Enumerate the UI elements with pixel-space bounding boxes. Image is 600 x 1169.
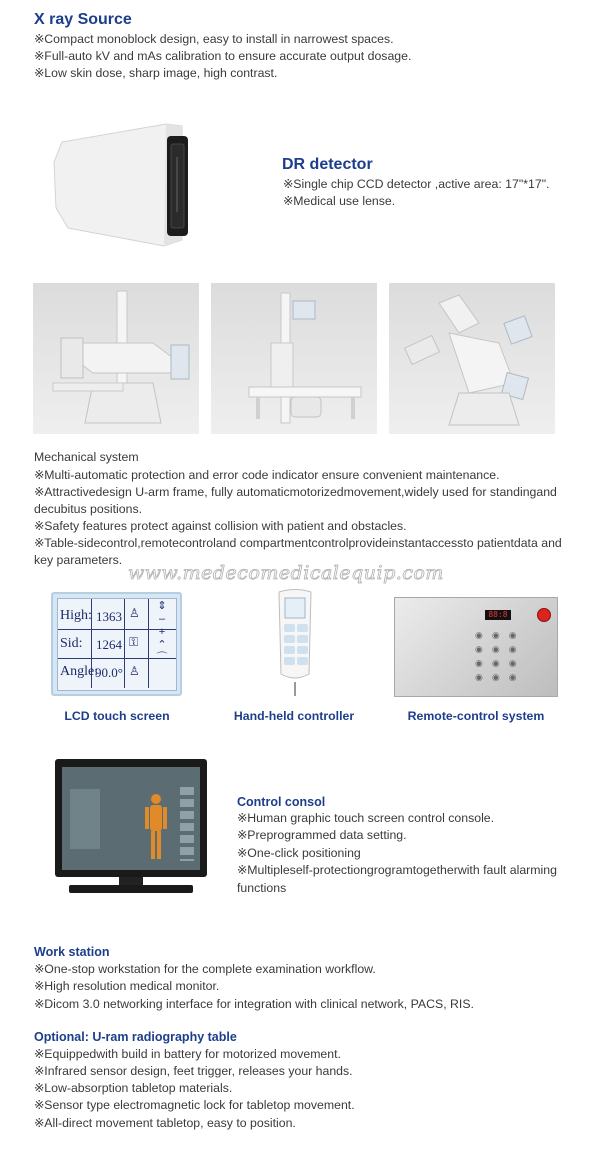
xray-title: X ray Source: [34, 11, 132, 28]
optional-line-1: ※Equippedwith build in battery for motorized movement.: [34, 1047, 341, 1061]
workstation-line-3: ※Dicom 3.0 networking interface for integration with clinical network, PACS, RIS.: [34, 997, 474, 1011]
mechanical-line-3: decubitus positions.: [34, 502, 143, 516]
optional-line-5: ※All-direct movement tabletop, easy to position.: [34, 1116, 296, 1130]
key-icon: ⚿: [129, 635, 139, 649]
lcd-value-angle: 90.0°: [95, 665, 123, 680]
lcd-value-sid: 1264: [96, 637, 122, 652]
dr-line-2: ※Medical use lense.: [283, 194, 396, 208]
mechanical-line-1: ※Multi-automatic protection and error code indicator ensure convenient maintenance.: [34, 468, 500, 482]
control-line-4: ※Multipleself-protectiongrogramtogetherwith fault alarming: [237, 863, 557, 877]
lcd-label-sid: Sid:: [60, 636, 83, 651]
u-arm-photo-3: [389, 283, 555, 434]
control-line-5: functions: [237, 881, 287, 895]
lcd-label-angle: Angle:: [60, 664, 99, 679]
emergency-stop-icon: [537, 608, 551, 622]
workstation-line-2: ※High resolution medical monitor.: [34, 979, 220, 993]
dr-detector-image: [44, 112, 214, 252]
mechanical-line-6: key parameters.: [34, 553, 123, 567]
person-icon: ♙: [129, 606, 140, 620]
workstation-line-1: ※One-stop workstation for the complete examination workflow.: [34, 962, 376, 976]
watermark: www.medecomedicalequip.com: [128, 562, 444, 584]
caption-remote: Remote-control system: [407, 709, 545, 723]
mechanical-line-4: ※Safety features protect against collision with patient and obstacles.: [34, 519, 407, 533]
mechanical-line-5: ※Table-sidecontrol,remotecontroland compartmentcontrolprovideinstantaccessto patientdata and: [34, 536, 562, 550]
xray-line-3: ※Low skin dose, sharp image, high contrast.: [34, 66, 278, 80]
optional-title: Optional: U-ram radiography table: [34, 1030, 237, 1044]
control-console-monitor: [55, 759, 207, 894]
control-line-1: ※Human graphic touch screen control console.: [237, 811, 495, 825]
control-line-2: ※Preprogrammed data setting.: [237, 828, 407, 842]
mechanical-line-2: ※Attractivedesign U-arm frame, fully automaticmotorizedmovement,widely used for standingand: [34, 485, 557, 499]
lcd-value-high: 1363: [96, 609, 122, 624]
remote-buttons-icon: ◉◉◉ ◉◉◉ ◉◉◉ ◉◉◉: [475, 630, 526, 682]
remote-control-panel: [394, 597, 558, 697]
lcd-label-high: High:: [60, 608, 92, 623]
mechanical-title: Mechanical system: [34, 450, 139, 464]
xray-line-2: ※Full-auto kV and mAs calibration to ensure accurate output dosage.: [34, 49, 412, 63]
caption-handheld: Hand-held controller: [233, 709, 355, 723]
remote-display: 88:8: [485, 610, 511, 620]
arrow-buttons-icon: ⇕ – + ⌃ ⌒: [156, 600, 168, 664]
control-line-3: ※One-click positioning: [237, 846, 361, 860]
optional-line-4: ※Sensor type electromagnetic lock for tabletop movement.: [34, 1098, 355, 1112]
workstation-title: Work station: [34, 945, 110, 959]
xray-line-1: ※Compact monoblock design, easy to install in narrowest spaces.: [34, 32, 394, 46]
caption-lcd: LCD touch screen: [64, 709, 170, 723]
u-arm-photo-2: [211, 283, 377, 434]
dr-line-1: ※Single chip CCD detector ,active area: 17"*17".: [283, 177, 550, 191]
body-figure-icon: [144, 793, 168, 863]
person-walk-icon: ♙: [129, 664, 140, 678]
u-arm-photo-1: [33, 283, 199, 434]
optional-line-3: ※Low-absorption tabletop materials.: [34, 1081, 233, 1095]
handheld-controller-image: [275, 588, 315, 696]
optional-line-2: ※Infrared sensor design, feet trigger, releases your hands.: [34, 1064, 353, 1078]
lcd-touch-screen: [51, 592, 182, 696]
dr-title: DR detector: [282, 156, 373, 173]
control-title: Control consol: [237, 795, 326, 809]
